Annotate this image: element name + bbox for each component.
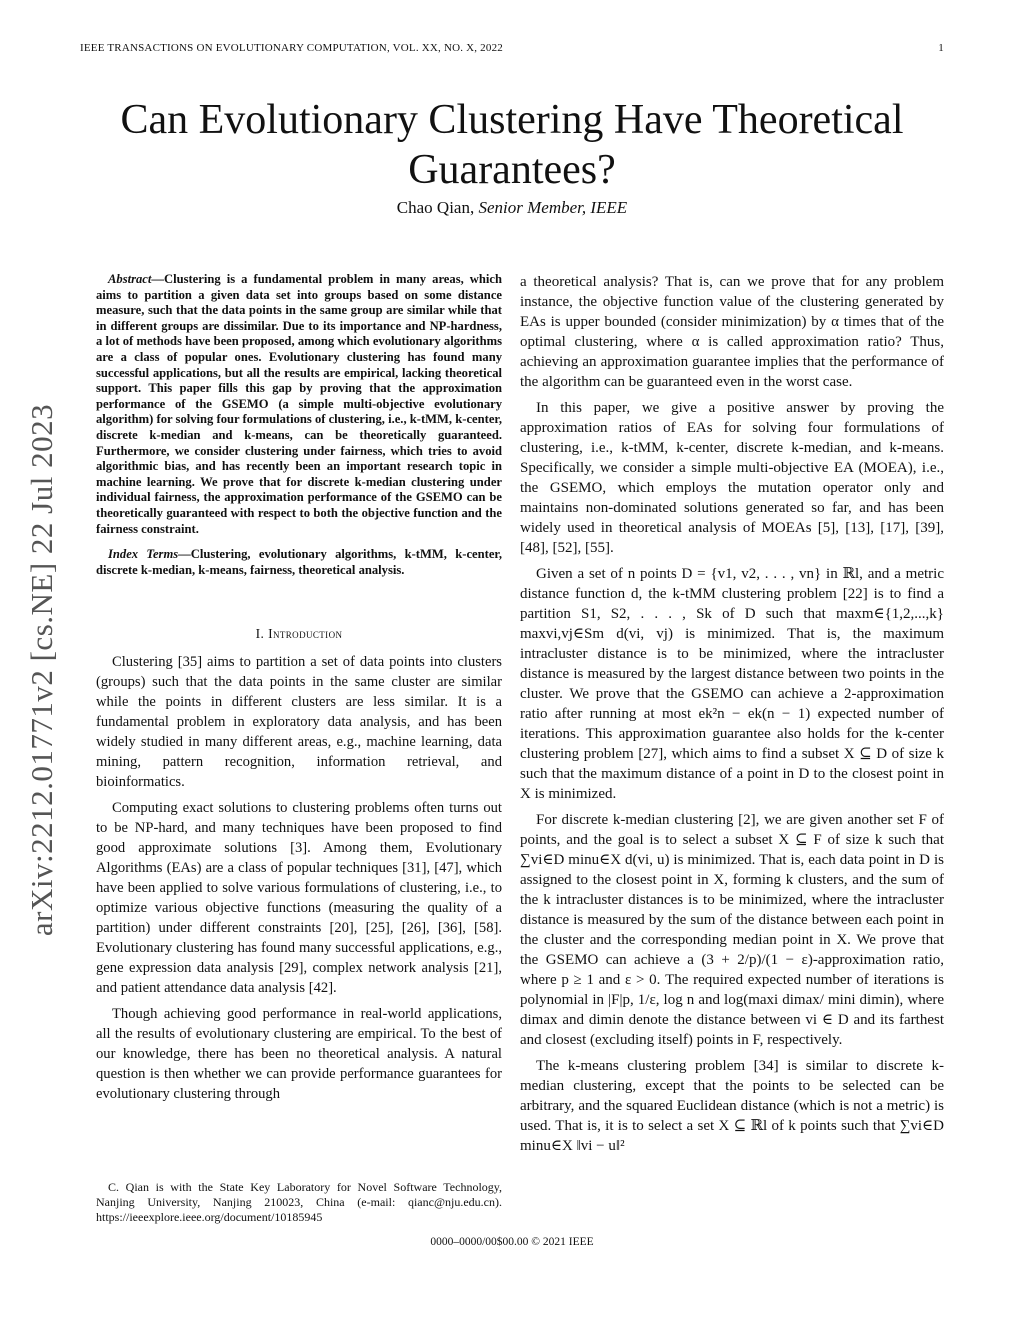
section-heading-introduction — [96, 626, 502, 642]
body-paragraph: The k-means clustering problem [34] is similar to discrete k-median clustering, except that the points to be selected can be arbitrary, and the squared Euclidean distance (which is not a metric) is used. That is, it is to select a set X ⊆ ℝl of k points such that ∑vi∈D minu∈X ‖vi − u‖² — [520, 1058, 944, 1154]
body-paragraph: For discrete k-median clustering [2], we are given another set F of points, and the goal is to select a subset X ⊆ F of size k such that ∑vi∈D minu∈X d(vi, u) is minimized. That is, each data point in D is assigned to the closest point in X, forming k clusters, and the sum of the k intracluster distances is to be minimized, where the intracluster distance is measured by the sum of the distance between each point in the cluster and the corresponding median point in X. We prove that the GSEMO can achieve a (3 + 2/p)/(1 − ε)-approximation ratio, where p ≥ 1 and ε > 0. The required expected number of iterations is polynomial in |F|p, 1/ε, log n and log(maxi dimax/ mini dimin), where dimax and dimin denote the distance between vi ∈ D and its farthest and closest (excluding itself) points in F, respectively. — [520, 812, 944, 1048]
author-membership: Senior Member, IEEE — [478, 198, 628, 217]
section-title: Introduction — [268, 626, 343, 642]
journal-name: IEEE TRANSACTIONS ON EVOLUTIONARY COMPUTATION, VOL. XX, NO. X, 2022 — [80, 42, 503, 54]
abstract-label: Abstract — [108, 272, 152, 286]
body-paragraph: Though achieving good performance in real-world applications, all the results of evolutionary clustering are empirical. To the best of our knowledge, there has been no theoretical analysis. A natural question is then whether we can provide performance guarantees for evolutionary clustering through — [96, 1006, 502, 1103]
index-terms-text: —Clustering, evolutionary algorithms, k-tMM, k-center, discrete k-median, k-means, fairness, theoretical analysis. — [96, 547, 502, 577]
body-paragraph: Clustering [35] aims to partition a set of data points into clusters (groups) such that the data points in the same cluster are similar while the points in different clusters are less similar. It is a fundamental problem in exploratory data analysis, and has been widely studied in many different areas, e.g., machine learning, data mining, pattern recognition, information retrieval, and bioinformatics. — [96, 654, 502, 791]
section-number: I. — [255, 626, 269, 642]
arxiv-identifier-text: arXiv:2212.01771v2 [cs.NE] 22 Jul 2023 — [24, 403, 59, 937]
copyright-line: 0000–0000/00$00.00 © 2021 IEEE — [430, 1236, 594, 1248]
paper-title: Can Evolutionary Clustering Have Theoretical Guarantees? — [120, 97, 904, 193]
body-paragraph: Given a set of n points D = {v1, v2, . . . , vn} in ℝl, and a metric distance function d, the k-tMM clustering problem [22] is to find a partition S1, S2, . . . , Sk of D such that maxm∈{1,2,...,k} maxvi,vj∈Sm d(vi, vj) is minimized. That is, the maximum intracluster distance is to be minimized, where the intracluster distance is measured by the largest distance between two points in the cluster. We prove that the GSEMO can achieve a 2-approximation ratio after running at most ek²n − ek(n − 1) expected number of iterations. This approximation guarantee also holds for the k-center clustering problem [27], which aims to find a subset X ⊆ D of size k such that the maximum distance of a point in D to the closest point in X is minimized. — [520, 566, 944, 802]
arxiv-identifier-stamp — [22, 370, 62, 970]
abstract-text: —Clustering is a fundamental problem in many areas, which aims to partition a given data set into groups based on some distance measure, such that the data points in the same group are similar while that in different groups are dissimilar. Due to its importance and NP-hardness, a lot of methods have been proposed, among which evolutionary algorithms are a class of popular ones. Evolutionary clustering has found many successful applications, but all the results are empirical, lacking theoretical support. This paper fills this gap by proving that the approximation performance of the GSEMO (a simple multi-objective evolutionary algorithm) for solving four formulations of clustering, i.e., k-tMM, k-center, discrete k-median and k-means, can be theoretically guaranteed. Furthermore, we consider clustering under fairness, which tries to avoid algorithmic bias, and has recently been an important research topic in machine learning. We prove that for discrete k-median clustering under individual fairness, the approximation performance of the GSEMO can be theoretically guaranteed with respect to both the objective function and the fairness constraint. — [96, 272, 502, 536]
body-paragraph: In this paper, we give a positive answer by proving the approximation ratios of EAs for solving four formulations of clustering, i.e., k-tMM, k-center, discrete k-median, and k-means. Specifically, we consider a simple multi-objective EA (MOEA), i.e., the GSEMO, which employs the mutation operator only and maintains non-dominated solutions generated so far, and has been widely used in theoretical analysis of MOEAs [5], [13], [17], [39], [48], [52], [55]. — [520, 400, 944, 556]
index-terms-label: Index Terms — [108, 547, 179, 562]
left-column — [96, 272, 502, 1110]
author-footnote: C. Qian is with the State Key Laboratory for Novel Software Technology, Nanjing University, Nanjing 210023, China (e-mail: qianc@nju.edu.cn). https://ieeexplore.ieee.org/document/10185945 — [96, 1180, 502, 1224]
right-column — [520, 272, 944, 1162]
page-number: 1 — [938, 42, 944, 54]
index-terms — [96, 547, 502, 578]
body-paragraph: Computing exact solutions to clustering problems often turns out to be NP-hard, and many techniques have been proposed to find good approximate solutions [3]. Among them, Evolutionary Algorithms (EAs) are a class of popular techniques [31], [47], which have been applied to solve various formulations of clustering, i.e., to optimize various objective functions (measuring the quality of a partition) under different constraints [20], [25], [26], [36], [58]. Evolutionary clustering has found many successful applications, e.g., gene expression data analysis [29], complex network analysis [21], and patient attendance data analysis [42]. — [96, 800, 502, 997]
author-line — [0, 198, 1024, 218]
body-paragraph: a theoretical analysis? That is, can we prove that for any problem instance, the objective function value of the clustering generated by EAs is upper bounded (consider minimization) by α times that of the optimal clustering, where α is called approximation ratio? Thus, achieving an approximation guarantee implies that the performance of the algorithm can be guaranteed even in the worst case. — [520, 274, 944, 390]
author-name: Chao Qian, — [396, 198, 479, 217]
abstract — [96, 272, 502, 537]
